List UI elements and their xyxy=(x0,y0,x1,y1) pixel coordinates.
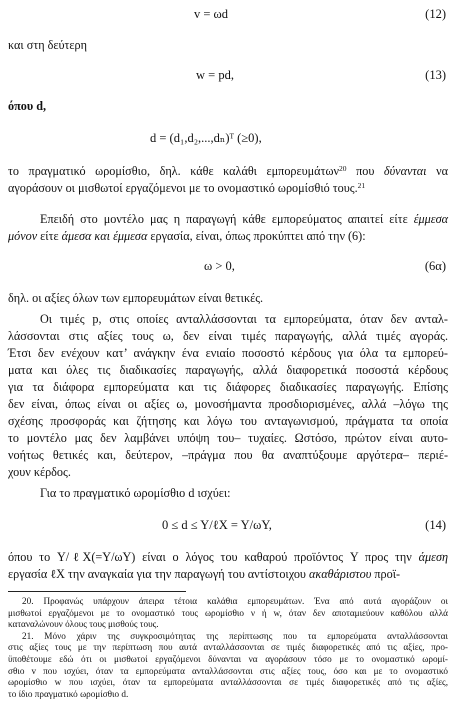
paragraph-line: σχέσης προσφοράς και ζήτησης και λόγω του ανταγωνισμού, πράγματα τα οποία xyxy=(8,414,448,428)
equation-12-number: (12) xyxy=(425,7,446,21)
paragraph-line: λάσσονται στις αξίες τους ω, δεν είναι τιμές παραγωγής, αλλά τιμές αγοράς. xyxy=(8,329,448,343)
paragraph-line: το μοντέλο μας δεν λαμβάνει υπόψη του– τυχαίες. Ωστόσο, πρώτον είναι αυτο- xyxy=(8,431,448,445)
paragraph-line: ματα και όλες τις διαδικασίες παραγωγής, αλλά διαφορετικά ποσοστά κέρδους xyxy=(8,363,448,377)
paragraph-line: Έτσι δεν ενέχουν κατ’ ανάγκην ένα ενιαίο ποσοστό κέρδους για όλα τα εμπορεύ- xyxy=(8,346,448,360)
equation-6a-number: (6α) xyxy=(424,259,446,273)
footnote-20-line: μισθωτοί εργαζόμενοι με το ονομαστικό τους ωρομίσθιο ν ή w, όταν δεν αποταμιεύουν καθόλου αλλά xyxy=(8,607,448,618)
footnote-21: 21. Μόνο χάριν της συγκροσιμότητας της περίπτωσης που τα εμπορεύματα ανταλλάσσονται xyxy=(22,630,448,641)
paragraph-line: για τα διάφορα εμπορεύματα και τις διάφορες διαδικασίες παραγωγής. Επίσης xyxy=(8,380,448,394)
footnote-21-line: σθιο v που ισχύει, όταν τα εμπορεύματα ανταλλάσσονται στις αξίες τους, όσο και με το ονομαστικό xyxy=(8,665,448,676)
footnote-20-line: καταναλώνουν όλους τους μισθούς τους. xyxy=(8,619,159,630)
paragraph-line: δεν είναι, όπως είναι οι αξίες ω, μονοσήμαντα προσδιορισμένες, αλλά –λόγω της xyxy=(8,397,448,411)
equation-12: v = ωd xyxy=(194,7,229,21)
footnote-divider xyxy=(8,591,186,592)
footnote-21-line: στις αξίες τους με την περίπτωση που αυτά ανταλλάσσονται σε τιμές διαφορετικές από τις αξίες, προ- xyxy=(8,642,448,653)
paragraph-line: μόνον είτε άμεσα και έμμεσα εργασία, είναι, όπως προκύπτει από την (6): xyxy=(8,229,366,243)
equation-d: d = (d₁,d₂,...,dₙ)ᵀ (≥0), xyxy=(150,131,262,145)
equation-14-number: (14) xyxy=(425,518,446,532)
footnote-21-line: το ίδιο πραγματικό ωρομίσθιο d. xyxy=(8,688,129,699)
equation-14: 0 ≤ d ≤ Y/ℓX = Y/ωY, xyxy=(162,518,272,532)
equation-6a: ω > 0, xyxy=(204,259,235,273)
paragraph-line: δηλ. οι αξίες όλων των εμπορευμάτων είναι θετικές. xyxy=(8,291,264,305)
equation-13: w = pd, xyxy=(196,68,234,82)
footnote-21-line: ϋποθέτουμε εδώ ότι οι μισθωτοί εργαζόμενοι δύνανται να αγοράσουν τόσο με το ονομαστικό ωρομί- xyxy=(8,654,448,664)
paragraph-line: Οι τιμές p, στις οποίες ανταλλάσσονται τα εμπορεύματα, όταν δεν ανταλ- xyxy=(40,312,448,326)
paragraph-line: εργασία ℓX την αναγκαία για την παραγωγή του αντίστοιχου ακαθάριστου προϊ- xyxy=(8,567,401,581)
paragraph-line: αγοράσουν οι μισθωτοί εργαζόμενοι με το ονομαστικό ωρομίσθιό τους.$^{21}$ xyxy=(8,181,366,195)
paragraph-line: Για το πραγματικό ωρομίσθιο d ισχύει: xyxy=(40,486,231,500)
equation-13-number: (13) xyxy=(425,68,446,82)
footnote-20: 20. Προφανώς υπάρχουν άπειρα τέτοια καλάθια εμπορευμάτων. Ένα από αυτά αγοράζουν οι xyxy=(22,596,448,606)
paragraph-line: το πραγματικό ωρομίσθιο, δηλ. κάθε καλάθι εμπορευμάτων$^{20}$ που δύνανται να xyxy=(8,164,449,178)
where-heading: όπου d, xyxy=(8,99,47,113)
text-line: και στη δεύτερη xyxy=(8,38,87,52)
paragraph-line: νοήτως θετικές και, δεύτερον, –πράγμα που θα αναπτύξουμε αργότερα– περιέ- xyxy=(8,448,448,462)
footnote-21-line: ωρομίσθιο w που ισχύει, όταν τα εμπορεύματα ανταλλάσσονται σε τιμές διαφορετικές από τις αξίες, xyxy=(8,677,448,688)
footnote-ref-20: 20 xyxy=(339,164,347,173)
paragraph-line: Επειδή στο μοντέλο μας η παραγωγή κάθε εμπορεύματος απαιτεί είτε έμμεσα xyxy=(40,212,448,226)
footnote-ref-21: 21 xyxy=(357,181,366,190)
paragraph-line: χουν κέρδος. xyxy=(8,465,71,479)
paragraph-line: όπου το Y/ℓX(=Y/ωY) είναι ο λόγος του καθαρού προϊόντος Y προς την άμεση xyxy=(8,550,448,564)
